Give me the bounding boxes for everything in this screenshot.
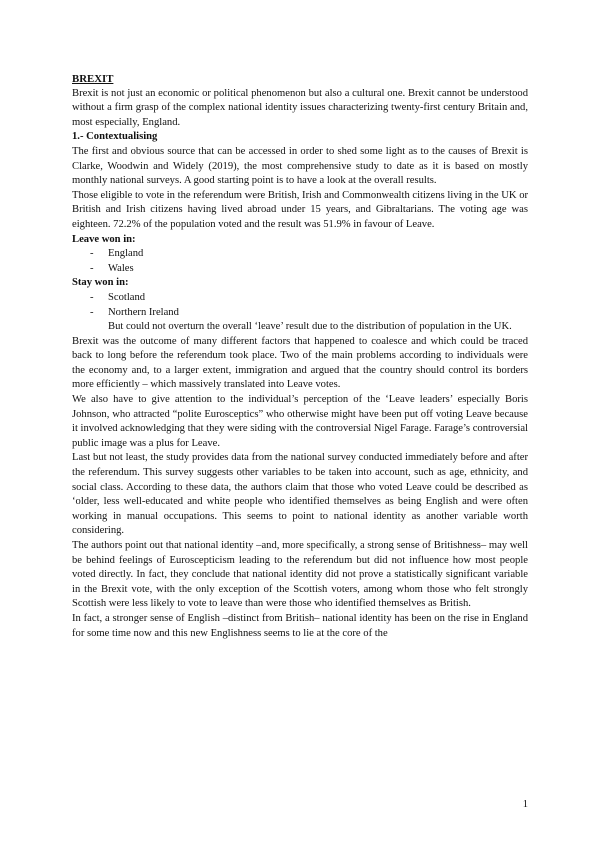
list-item: - Scotland bbox=[72, 291, 528, 306]
paragraph-englishness: In fact, a stronger sense of English –distinct from British– national identity has been on the rise in England for some time now and this new Englishness seems to lie at the core of the bbox=[72, 612, 528, 639]
intro-paragraph: Brexit is not just an economic or political phenomenon but also a cultural one. Brexit cannot be understood without a firm grasp of the complex national identity issues characterizing twenty-first century Britain and, most especially, England. bbox=[72, 87, 528, 128]
stay-list bbox=[72, 291, 528, 320]
leave-heading: Leave won in: bbox=[72, 233, 136, 245]
list-item: - England bbox=[72, 247, 528, 262]
stay-heading: Stay won in: bbox=[72, 277, 129, 289]
leave-list bbox=[72, 247, 528, 276]
section-heading: 1.- Contextualising bbox=[72, 131, 158, 143]
list-item: - Northern Ireland bbox=[72, 306, 528, 321]
paragraph-sources: The first and obvious source that can be accessed in order to shed some light as to the causes of Brexit is Clarke, Woodwin and Widely (2019), the most comprehensive study to date as it is based on mostly monthly national surveys. A good starting point is to have a look at the overall results. bbox=[72, 145, 528, 187]
paragraph-survey: Last but not least, the study provides data from the national survey conducted immediately before and after the referendum. This survey suggests other variables to be taken into account, such as age, ethnicity, and social class. According to these data, the authors claim that those who voted Leave could be described as ‘older, less well-educated and white people who identified themselves as being English and were often working in manual occupations. This seems to point to national identity as another variable worth considering. bbox=[72, 452, 528, 537]
stay-note: But could not overturn the overall ‘leave’ result due to the distribution of population in the UK. bbox=[108, 321, 512, 333]
paragraph-eligibility: Those eligible to vote in the referendum were British, Irish and Commonwealth citizens living in the UK or British and Irish citizens having lived abroad under 15 years, and Gibraltarians. The voting age was eighteen. 72.2% of the population voted and the result was 51.9% in favour of Leave. bbox=[72, 189, 529, 230]
paragraph-national-identity: The authors point out that national identity –and, more specifically, a strong sense of Britishness– may well be behind feelings of Euroscepticism leading to the referendum but did not influence how most people voted directly. In fact, they conclude that national identity did not prove a statistically significant variable in the Brexit vote, with the only exception of the Scottish voters, among whom those who felt strongly Scottish were less likely to vote to leave than were those who identified themselves as British. bbox=[72, 540, 528, 610]
list-item: - Wales bbox=[72, 262, 528, 277]
document-title: BREXIT bbox=[72, 73, 114, 85]
page-number: 1 bbox=[522, 799, 528, 810]
paragraph-factors: Brexit was the outcome of many different factors that happened to coalesce and which could be traced back to long before the referendum took place. Two of the main problems according to individuals were the economy and, to a larger extent, immigration and argued that the country should control its borders more efficiently – which massively translated into Leave votes. bbox=[72, 335, 528, 391]
paragraph-leave-leaders: We also have to give attention to the individual’s perception of the ‘Leave leaders’ especially Boris Johnson, who attracted “polite Eurosceptics” who otherwise might have been put off voting Leave because it involved acknowledging that they were siding with the controversial Nigel Farage. Farage’s controversial public image was a plus for Leave. bbox=[72, 394, 528, 449]
